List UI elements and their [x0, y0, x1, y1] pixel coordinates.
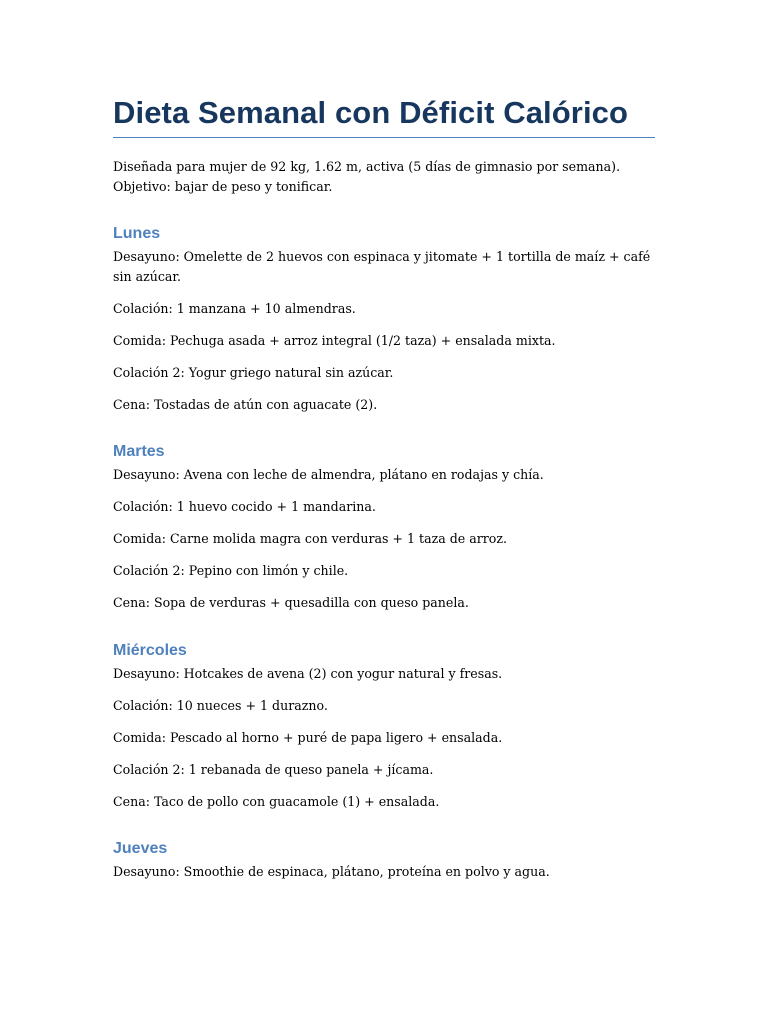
- meal-colacion-2: Colación 2: Yogur griego natural sin azúcar.: [113, 364, 394, 380]
- meal-desayuno: Desayuno: Hotcakes de avena (2) con yogur natural y fresas.: [113, 665, 503, 681]
- day-section-martes: [113, 441, 655, 613]
- day-heading: Miércoles: [113, 641, 187, 659]
- meal-comida: Comida: Pescado al horno + puré de papa ligero + ensalada.: [113, 729, 503, 745]
- day-section-lunes: [113, 223, 655, 414]
- meal-desayuno: Desayuno: Avena con leche de almendra, plátano en rodajas y chía.: [113, 467, 544, 482]
- day-heading: Lunes: [113, 225, 161, 242]
- meal-colacion: Colación: 1 manzana + 10 almendras.: [113, 300, 356, 316]
- day-section-jueves: [113, 838, 655, 882]
- day-heading: Martes: [113, 443, 165, 460]
- meal-colacion: Colación: 10 nueces + 1 durazno.: [113, 697, 328, 713]
- meal-cena: Cena: Tostadas de atún con aguacate (2).: [113, 396, 378, 412]
- meal-colacion-2: Colación 2: Pepino con limón y chile.: [113, 563, 349, 578]
- meal-comida: Comida: Carne molida magra con verduras + 1 taza de arroz.: [113, 531, 508, 546]
- meal-comida: Comida: Pechuga asada + arroz integral (1/2 taza) + ensalada mixta.: [113, 332, 556, 348]
- meal-colacion: Colación: 1 huevo cocido + 1 mandarina.: [113, 499, 376, 514]
- document-title: Dieta Semanal con Déficit Calórico: [113, 95, 629, 130]
- meal-cena: Cena: Sopa de verduras + quesadilla con queso panela.: [113, 595, 469, 610]
- day-section-miercoles: [113, 640, 655, 812]
- intro-paragraph: Diseñada para mujer de 92 kg, 1.62 m, activa (5 días de gimnasio por semana). Objetivo: bajar de peso y tonificar.: [113, 159, 621, 194]
- meal-cena: Cena: Taco de pollo con guacamole (1) + ensalada.: [113, 793, 440, 809]
- meal-colacion-2: Colación 2: 1 rebanada de queso panela + jícama.: [113, 761, 434, 777]
- title-underline: [113, 137, 655, 138]
- meal-desayuno: Desayuno: Smoothie de espinaca, plátano, proteína en polvo y agua.: [113, 864, 550, 879]
- meal-desayuno: Desayuno: Omelette de 2 huevos con espinaca y jitomate + 1 tortilla de maíz + café sin azúcar.: [113, 249, 651, 284]
- day-heading: Jueves: [113, 840, 168, 857]
